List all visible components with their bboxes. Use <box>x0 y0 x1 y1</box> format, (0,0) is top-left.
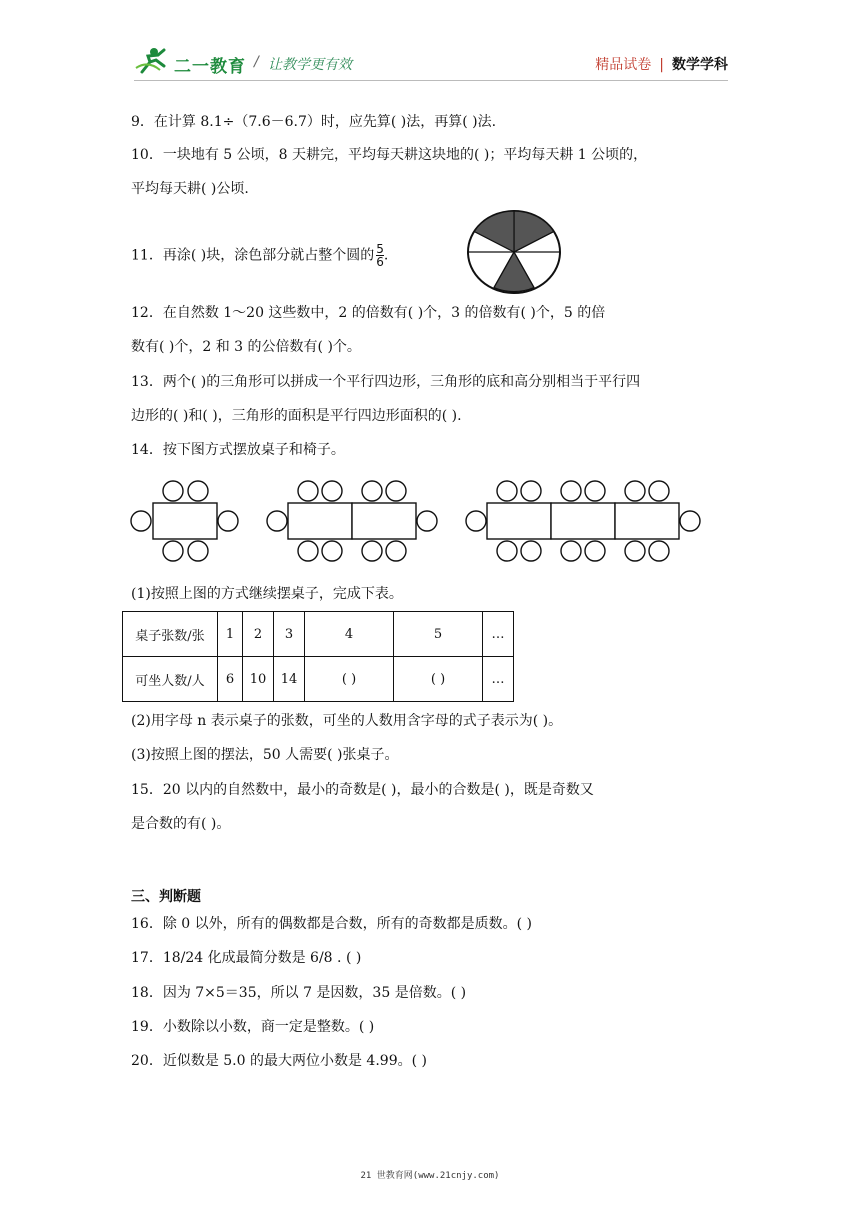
tables-chairs-figure <box>128 476 708 568</box>
section-title: 三、判断题 <box>131 889 201 905</box>
question-12-line-2: 数有( )个，2 和 3 的公倍数有( )个。 <box>131 339 361 355</box>
question-19: 19．小数除以小数，商一定是整数。( ) <box>131 1019 375 1035</box>
table-cell: 6 <box>218 657 243 702</box>
question-9: 9．在计算 8.1÷（7.6－6.7）时，应先算( )法，再算( )法. <box>131 114 497 130</box>
header-divider <box>134 80 728 81</box>
header-label: 精品试卷 <box>595 57 652 73</box>
table-cell: 4 <box>305 612 394 657</box>
question-12-line-1: 12．在自然数 1～20 这些数中，2 的倍数有( )个，3 的倍数有( )个，5 的倍 <box>131 305 606 321</box>
circle-sectors-figure <box>466 209 562 295</box>
table-cell: 2 <box>243 612 274 657</box>
table-cell: 3 <box>274 612 305 657</box>
question-13-line-1: 13．两个( )的三角形可以拼成一个平行四边形，三角形的底和高分别相当于平行四 <box>131 374 641 390</box>
fraction-denominator: 6 <box>376 255 384 269</box>
one-table-arrangement <box>131 481 238 561</box>
question-20: 20．近似数是 5.0 的最大两位小数是 4.99。( ) <box>131 1053 427 1069</box>
two-tables-arrangement <box>267 481 437 561</box>
question-10-line-2: 平均每天耕( )公顷. <box>131 181 249 197</box>
table-cell: 14 <box>274 657 305 702</box>
question-11-text: 11．再涂( )块，涂色部分就占整个圆的 <box>131 247 375 264</box>
header-slash: / <box>254 54 259 70</box>
header-slogan: 让教学更有效 <box>268 57 352 73</box>
page-footer: 21 世教育网(www.21cnjy.com) <box>360 1171 500 1181</box>
page-header <box>134 44 728 82</box>
table-cell: … <box>483 657 514 702</box>
fraction-dot: . <box>383 247 389 264</box>
table-cell: 1 <box>218 612 243 657</box>
question-14-part-2: (2)用字母 n 表示桌子的张数，可坐的人数用含字母的式子表示为( )。 <box>131 713 563 729</box>
table-row <box>123 657 514 702</box>
header-right-title <box>595 54 728 74</box>
header-subject: 数学学科 <box>672 57 728 73</box>
question-11 <box>131 243 388 268</box>
table-row <box>123 612 514 657</box>
table-cell: … <box>483 612 514 657</box>
table-cell: 10 <box>243 657 274 702</box>
header-separator: | <box>659 57 664 73</box>
question-15-line-1: 15．20 以内的自然数中，最小的奇数是( )，最小的合数是( )，既是奇数又 <box>131 782 594 798</box>
question-18: 18．因为 7×5＝35，所以 7 是因数，35 是倍数。( ) <box>131 985 467 1001</box>
fraction-numerator: 5 <box>376 242 384 256</box>
fraction <box>376 243 384 268</box>
question-17: 17．18/24 化成最简分数是 6/8 . ( ) <box>131 950 362 966</box>
logo-text: 二一教育 <box>174 57 246 77</box>
three-tables-arrangement <box>466 481 700 561</box>
table-cell: 桌子张数/张 <box>123 612 218 657</box>
table-cell: 5 <box>394 612 483 657</box>
answer-blank-cell[interactable]: ( ) <box>394 657 483 702</box>
question-14: 14．按下图方式摆放桌子和椅子。 <box>131 442 345 458</box>
question-16: 16．除 0 以外，所有的偶数都是合数，所有的奇数都是质数。( ) <box>131 916 532 932</box>
question-14-part-1: (1)按照上图的方式继续摆桌子，完成下表。 <box>131 586 403 602</box>
table-cell: 可坐人数/人 <box>123 657 218 702</box>
answer-blank-cell[interactable]: ( ) <box>305 657 394 702</box>
answer-table <box>122 611 514 702</box>
runner-logo-icon <box>134 46 174 76</box>
question-13-line-2: 边形的( )和( )，三角形的面积是平行四边形面积的( ). <box>131 408 462 424</box>
question-10-line-1: 10．一块地有 5 公顷，8 天耕完，平均每天耕这块地的( )；平均每天耕 1 公顷的， <box>131 147 648 163</box>
question-14-part-3: (3)按照上图的摆法，50 人需要( )张桌子。 <box>131 747 399 763</box>
question-15-line-2: 是合数的有( )。 <box>131 816 231 832</box>
